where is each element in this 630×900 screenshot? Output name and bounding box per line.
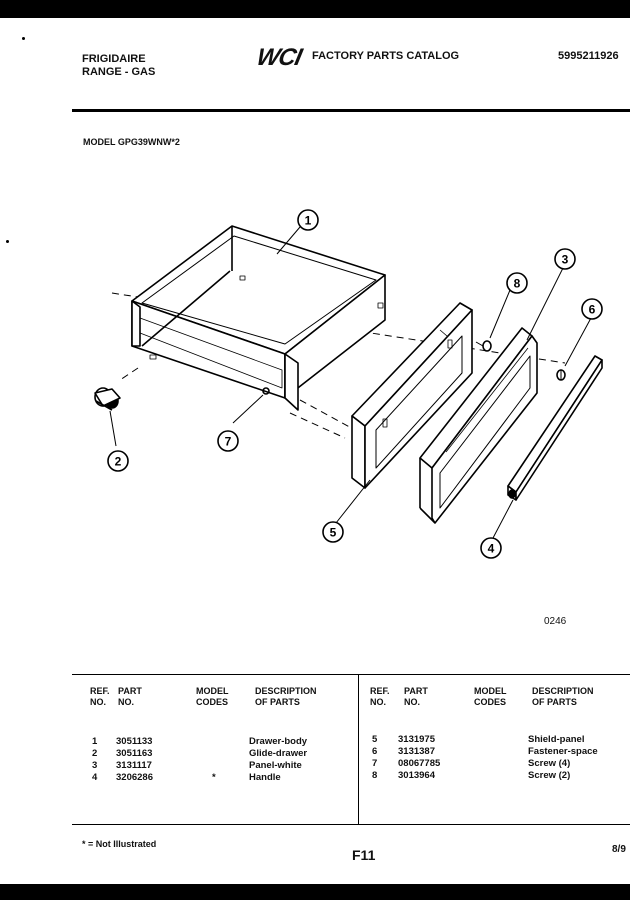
- page-code: F11: [352, 847, 376, 863]
- callout-5: [323, 522, 343, 542]
- table-row: 5 3131975 Shield-panel: [372, 734, 585, 745]
- callout-8-label: 8: [513, 276, 521, 291]
- catalog-title: FACTORY PARTS CATALOG: [312, 50, 460, 62]
- model-line: MODEL GPG39WNW*2: [83, 137, 180, 147]
- table-row: 7 08067785 Screw (4): [372, 758, 571, 769]
- col-header-ref-right: REF. NO.: [370, 686, 390, 707]
- brand-name: FRIGIDAIRE: [82, 53, 146, 65]
- callout-1: [298, 210, 318, 230]
- publication-number: 5995211926: [558, 50, 619, 62]
- drawer-body-drawing: [132, 226, 385, 410]
- col-header-codes-right: MODEL CODES: [474, 686, 507, 707]
- col-header-part-left: PART NO.: [118, 686, 142, 707]
- catalog-page: [0, 18, 630, 884]
- footnote: * = Not Illustrated: [82, 839, 157, 849]
- col-header-desc-right: DESCRIPTION OF PARTS: [532, 686, 594, 707]
- drawer-glide-drawing: [95, 388, 120, 410]
- callout-1-label: 1: [304, 213, 312, 228]
- table-top-rule: [72, 674, 630, 675]
- callout-4-label: 4: [487, 541, 495, 556]
- table-row: 6 3131387 Fastener-space: [372, 746, 598, 757]
- revision-date: 8/9: [612, 844, 626, 855]
- col-header-codes-left: MODEL CODES: [196, 686, 229, 707]
- table-row: 4 3206286 * Handle: [92, 772, 281, 783]
- table-row: 1 3051133 Drawer-body: [92, 736, 308, 747]
- callout-4: [481, 538, 501, 558]
- callout-6: [582, 299, 602, 319]
- product-type: RANGE - GAS: [82, 66, 156, 78]
- col-header-part-right: PART NO.: [404, 686, 428, 707]
- callout-2-label: 2: [114, 454, 122, 469]
- col-header-desc-left: DESCRIPTION OF PARTS: [255, 686, 317, 707]
- callout-7-label: 7: [224, 434, 232, 449]
- callout-2: [108, 451, 128, 471]
- figure-id: 0246: [544, 616, 567, 627]
- callout-5-label: 5: [329, 525, 337, 540]
- callout-3-label: 3: [561, 252, 569, 267]
- callout-3: [555, 249, 575, 269]
- callout-7: [218, 431, 238, 451]
- wci-logo: WCI: [254, 44, 304, 71]
- table-bottom-rule: [72, 824, 630, 825]
- table-row: 8 3013964 Screw (2): [372, 770, 571, 781]
- callout-8: [507, 273, 527, 293]
- table-row: 2 3051163 Glide-drawer: [92, 748, 308, 759]
- callout-6-label: 6: [588, 302, 596, 317]
- scan-speck: [22, 37, 25, 40]
- table-row: 3 3131117 Panel-white: [92, 760, 302, 771]
- col-header-ref-left: REF. NO.: [90, 686, 110, 707]
- scan-speck: [6, 240, 9, 243]
